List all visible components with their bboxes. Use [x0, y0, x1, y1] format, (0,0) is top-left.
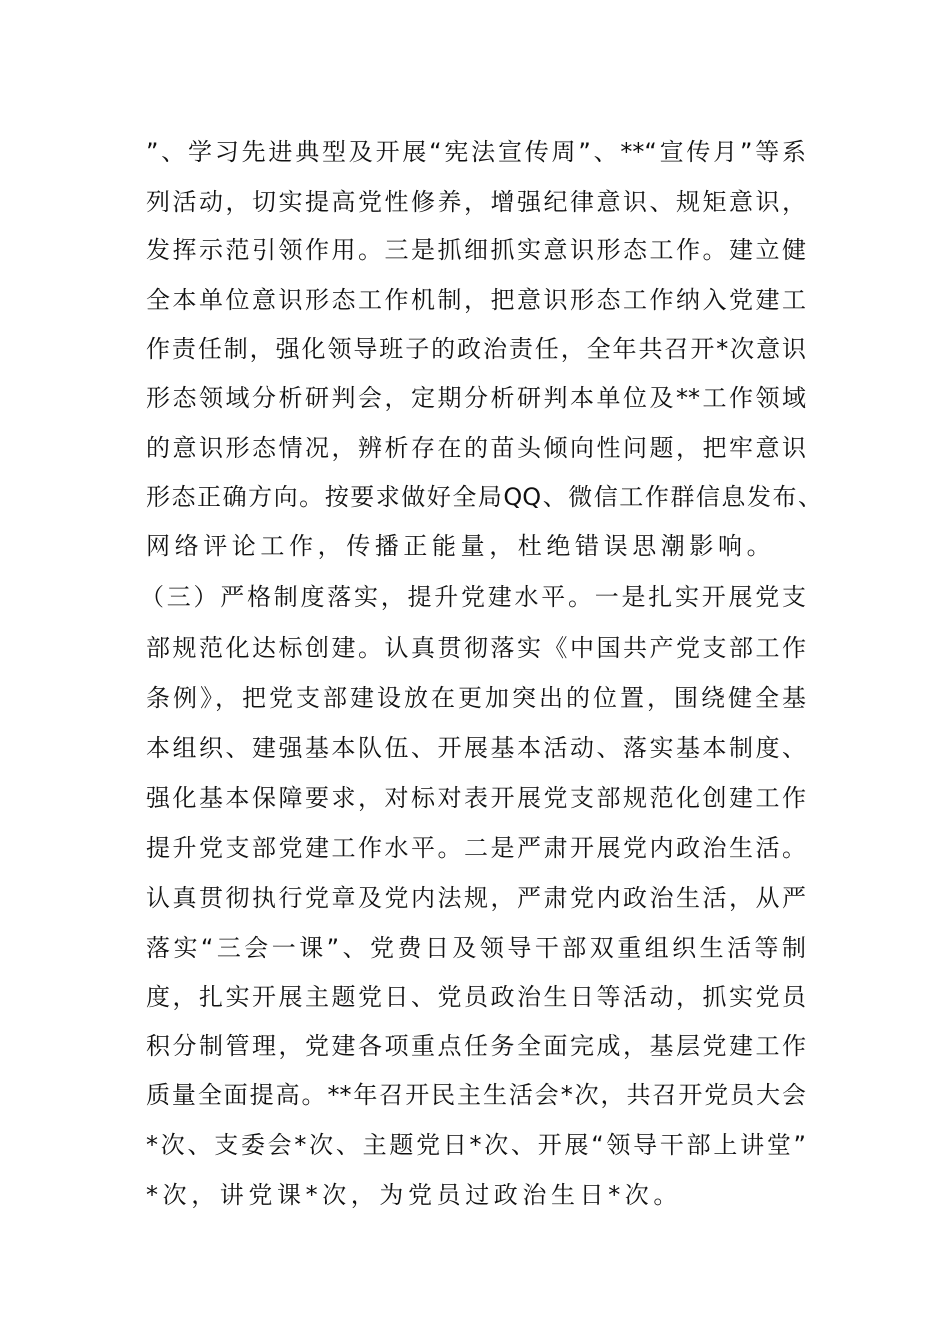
text-line: *次、支委会*次、主题党日*次、开展“领导干部上讲堂”: [146, 1131, 806, 1159]
text-line: 认真贯彻执行党章及党内法规，严肃党内政治生活，从严: [146, 884, 806, 912]
text-line: 积分制管理，党建各项重点任务全面完成，基层党建工作: [146, 1032, 806, 1060]
text-line: 网络评论工作，传播正能量，杜绝错误思潮影响。: [146, 532, 776, 560]
text-line: 提升党支部党建工作水平。二是严肃开展党内政治生活。: [146, 834, 806, 862]
text-line: 列活动，切实提高党性修养，增强纪律意识、规矩意识，: [146, 188, 806, 216]
text-line: 形态正确方向。按要求做好全局QQ、微信工作群信息发布、: [146, 483, 822, 511]
text-line: 本组织、建强基本队伍、开展基本活动、落实基本制度、: [146, 734, 806, 762]
text-line: 形态领域分析研判会，定期分析研判本单位及**工作领域: [146, 384, 806, 412]
text-line: 的意识形态情况，辨析存在的苗头倾向性问题，把牢意识: [146, 434, 806, 462]
text-line: ”、学习先进典型及开展“宪法宣传周”、**“宣传月”等系: [146, 138, 806, 166]
text-line: 部规范化达标创建。认真贯彻落实《中国共产党支部工作: [146, 634, 806, 662]
text-line: *次，讲党课*次，为党员过政治生日*次。: [146, 1181, 682, 1209]
text-line: 落实“三会一课”、党费日及领导干部双重组织生活等制: [146, 934, 806, 962]
text-line: 全本单位意识形态工作机制，把意识形态工作纳入党建工: [146, 286, 806, 314]
text-line: 质量全面提高。**年召开民主生活会*次，共召开党员大会: [146, 1081, 806, 1109]
text-line: 度，扎实开展主题党日、党员政治生日等活动，抓实党员: [146, 983, 806, 1011]
text-line: 发挥示范引领作用。三是抓细抓实意识形态工作。建立健: [146, 236, 806, 264]
text-line: 条例》，把党支部建设放在更加突出的位置，围绕健全基: [146, 684, 806, 712]
section-heading-line: （三）严格制度落实，提升党建水平。一是扎实开展党支: [140, 583, 806, 611]
text-line: 强化基本保障要求，对标对表开展党支部规范化创建工作: [146, 784, 806, 812]
text-line: 作责任制，强化领导班子的政治责任，全年共召开*次意识: [146, 335, 806, 363]
